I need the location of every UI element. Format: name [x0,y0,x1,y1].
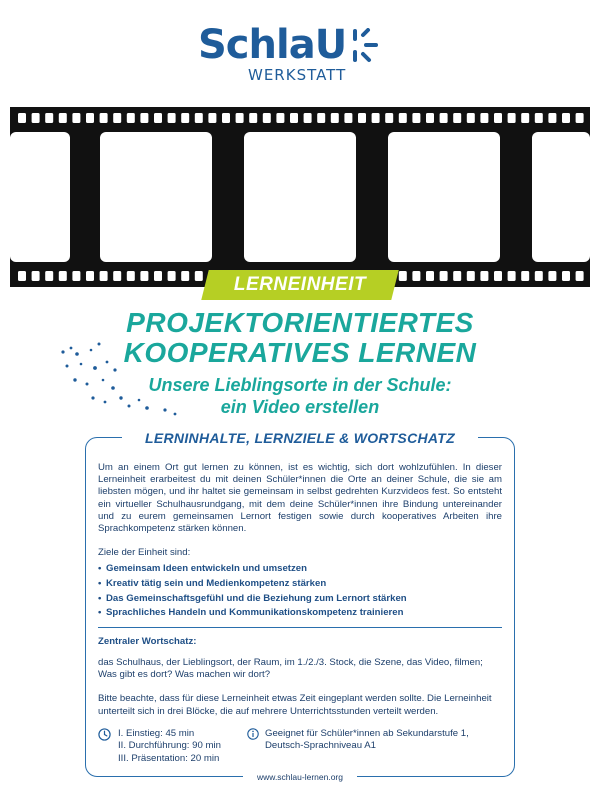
sprocket-hole [18,271,26,281]
sprocket-hole [576,271,584,281]
title-line-2: KOOPERATIVES LERNEN [123,337,477,368]
sprocket-hole [113,113,121,123]
schlau-logo [198,22,398,92]
sun-rays-icon [346,28,382,64]
sprocket-hole [494,113,502,123]
sprocket-hole [440,113,448,123]
sprocket-hole [372,113,380,123]
sprocket-hole [535,113,543,123]
sprocket-hole [290,113,298,123]
badge-label: LERNEINHEIT [233,274,367,295]
sprocket-hole [195,113,203,123]
goals-list [98,562,502,620]
sprocket-hole [72,271,80,281]
sprocket-hole [86,113,94,123]
sprocket-hole [181,113,189,123]
time-item: I. Einstieg: 45 min [118,728,195,739]
vocab-text: das Schulhaus, der Lieblingsort, der Raum, im 1./2./3. Stock, die Szene, das Video, filmen; Was gibt es dort? Was machen wir dort? [98,657,483,681]
sprocket-hole [426,113,434,123]
sprocket-hole [32,271,40,281]
sprocket-hole [562,113,570,123]
lerneinheit-badge [205,270,395,300]
film-frame [388,132,500,262]
sprocket-hole [317,113,325,123]
list-item: • Kreativ tätig sein und Medienkompetenz stärken [98,578,327,590]
sprocket-hole [32,113,40,123]
sprocket-hole [140,271,148,281]
sprocket-hole [72,113,80,123]
title-line-1: PROJEKTORIENTIERTES [126,307,474,338]
note-text: Bitte beachte, dass für diese Lerneinheit etwas Zeit eingeplant werden sollte. Die Lerneinheit unterteilt sich in drei Blöcke, die auf mehrere Unterrichtsstunden verteilt werden. [98,693,492,717]
sprocket-hole [140,113,148,123]
box-content [98,462,502,718]
sprocket-hole [521,113,529,123]
sprocket-hole [508,113,516,123]
sprocket-hole [45,271,53,281]
sprocket-hole [399,271,407,281]
sprocket-hole [168,271,176,281]
list-item: • Das Gemeinschaftsgefühl und die Beziehung zum Lernort stärken [98,592,407,604]
subtitle-line-2: ein Video erstellen [220,397,380,417]
clock-icon [98,728,111,741]
sprocket-hole [181,271,189,281]
film-frame [10,132,70,262]
sprocket-hole [521,271,529,281]
sprocket-hole [453,113,461,123]
list-item: • Sprachliches Handeln und Kommunikationskompetenz trainieren [98,607,404,619]
sprocket-hole [576,113,584,123]
sprocket-hole [426,271,434,281]
sprocket-hole [113,271,121,281]
sprocket-hole [467,113,475,123]
film-frame [244,132,356,262]
list-item: • Gemeinsam Ideen entwickeln und umsetzen [98,563,307,575]
sprocket-hole [385,113,393,123]
logo-wordmark: SchlaU [198,22,347,68]
sprocket-hole [331,113,339,123]
sprocket-hole [154,271,162,281]
sprocket-hole [263,113,271,123]
intro-paragraph: Um an einem Ort gut lernen zu können, ist es wichtig, sich dort wohlzufühlen. In dieser Lerneinheit erarbeitest du mit deinen Schüler*innen die Orte an deiner Schule, die sie am liebsten mögen, und ihr haltet sie gemeinsam in selbst gedrehten Kurzvideos fest. So entsteht ein virtueller Schulhausrundgang, mit dem deine Schüler*innen ihre Bindung untereinander und zu eurem gemeinsamen Lernort festigen sowie durch kooperatives Arbeiten ihre Sprachkompetenz stärken können. [98,462,502,535]
time-item: II. Durchführung: 90 min [118,740,221,752]
sprocket-hole [344,113,352,123]
info-line: Deutsch-Sprachniveau A1 [265,740,376,752]
sprocket-hole [548,271,556,281]
film-frame [532,132,590,262]
sprocket-hole [494,271,502,281]
subtitle-line-1: Unsere Lieblingsorte in der Schule: [148,375,452,395]
sprocket-hole [440,271,448,281]
sprocket-hole [562,271,570,281]
sprocket-hole [154,113,162,123]
sprocket-hole [168,113,176,123]
divider [98,627,502,628]
sprocket-hole [480,271,488,281]
sprocket-hole [304,113,312,123]
sprocket-hole [480,113,488,123]
sprocket-hole [467,271,475,281]
info-line: Geeignet für Schüler*innen ab Sekundarstufe 1, [265,728,469,739]
sprocket-hole [127,113,135,123]
film-strip-graphic [0,107,600,287]
sprocket-hole [208,113,216,123]
sprocket-hole [59,271,67,281]
vocab-title: Zentraler Wortschatz: [98,635,197,647]
website-url[interactable]: www.schlau-lernen.org [243,771,357,783]
sprocket-hole [535,271,543,281]
time-item: III. Präsentation: 20 min [118,752,220,764]
sprocket-hole [508,271,516,281]
sprocket-hole [453,271,461,281]
box-heading: LERNINHALTE, LERNZIELE & WORTSCHATZ [122,428,478,448]
sprocket-hole [45,113,53,123]
goals-intro: Ziele der Einheit sind: [98,547,191,559]
sprocket-hole [195,271,203,281]
sprocket-hole [86,271,94,281]
sprocket-hole [412,271,420,281]
sprocket-hole [18,113,26,123]
sprocket-hole [276,113,284,123]
film-frame [100,132,212,262]
sprocket-hole [100,113,108,123]
sprocket-hole [249,113,257,123]
sprocket-hole [399,113,407,123]
sprocket-hole [548,113,556,123]
sprocket-hole [127,271,135,281]
sprocket-hole [222,113,230,123]
sprocket-hole [236,113,244,123]
sprocket-hole [100,271,108,281]
sprocket-hole [412,113,420,123]
logo-subline: WERKSTATT [248,66,347,84]
sprocket-hole [358,113,366,123]
sprocket-hole [59,113,67,123]
info-icon [247,728,259,740]
